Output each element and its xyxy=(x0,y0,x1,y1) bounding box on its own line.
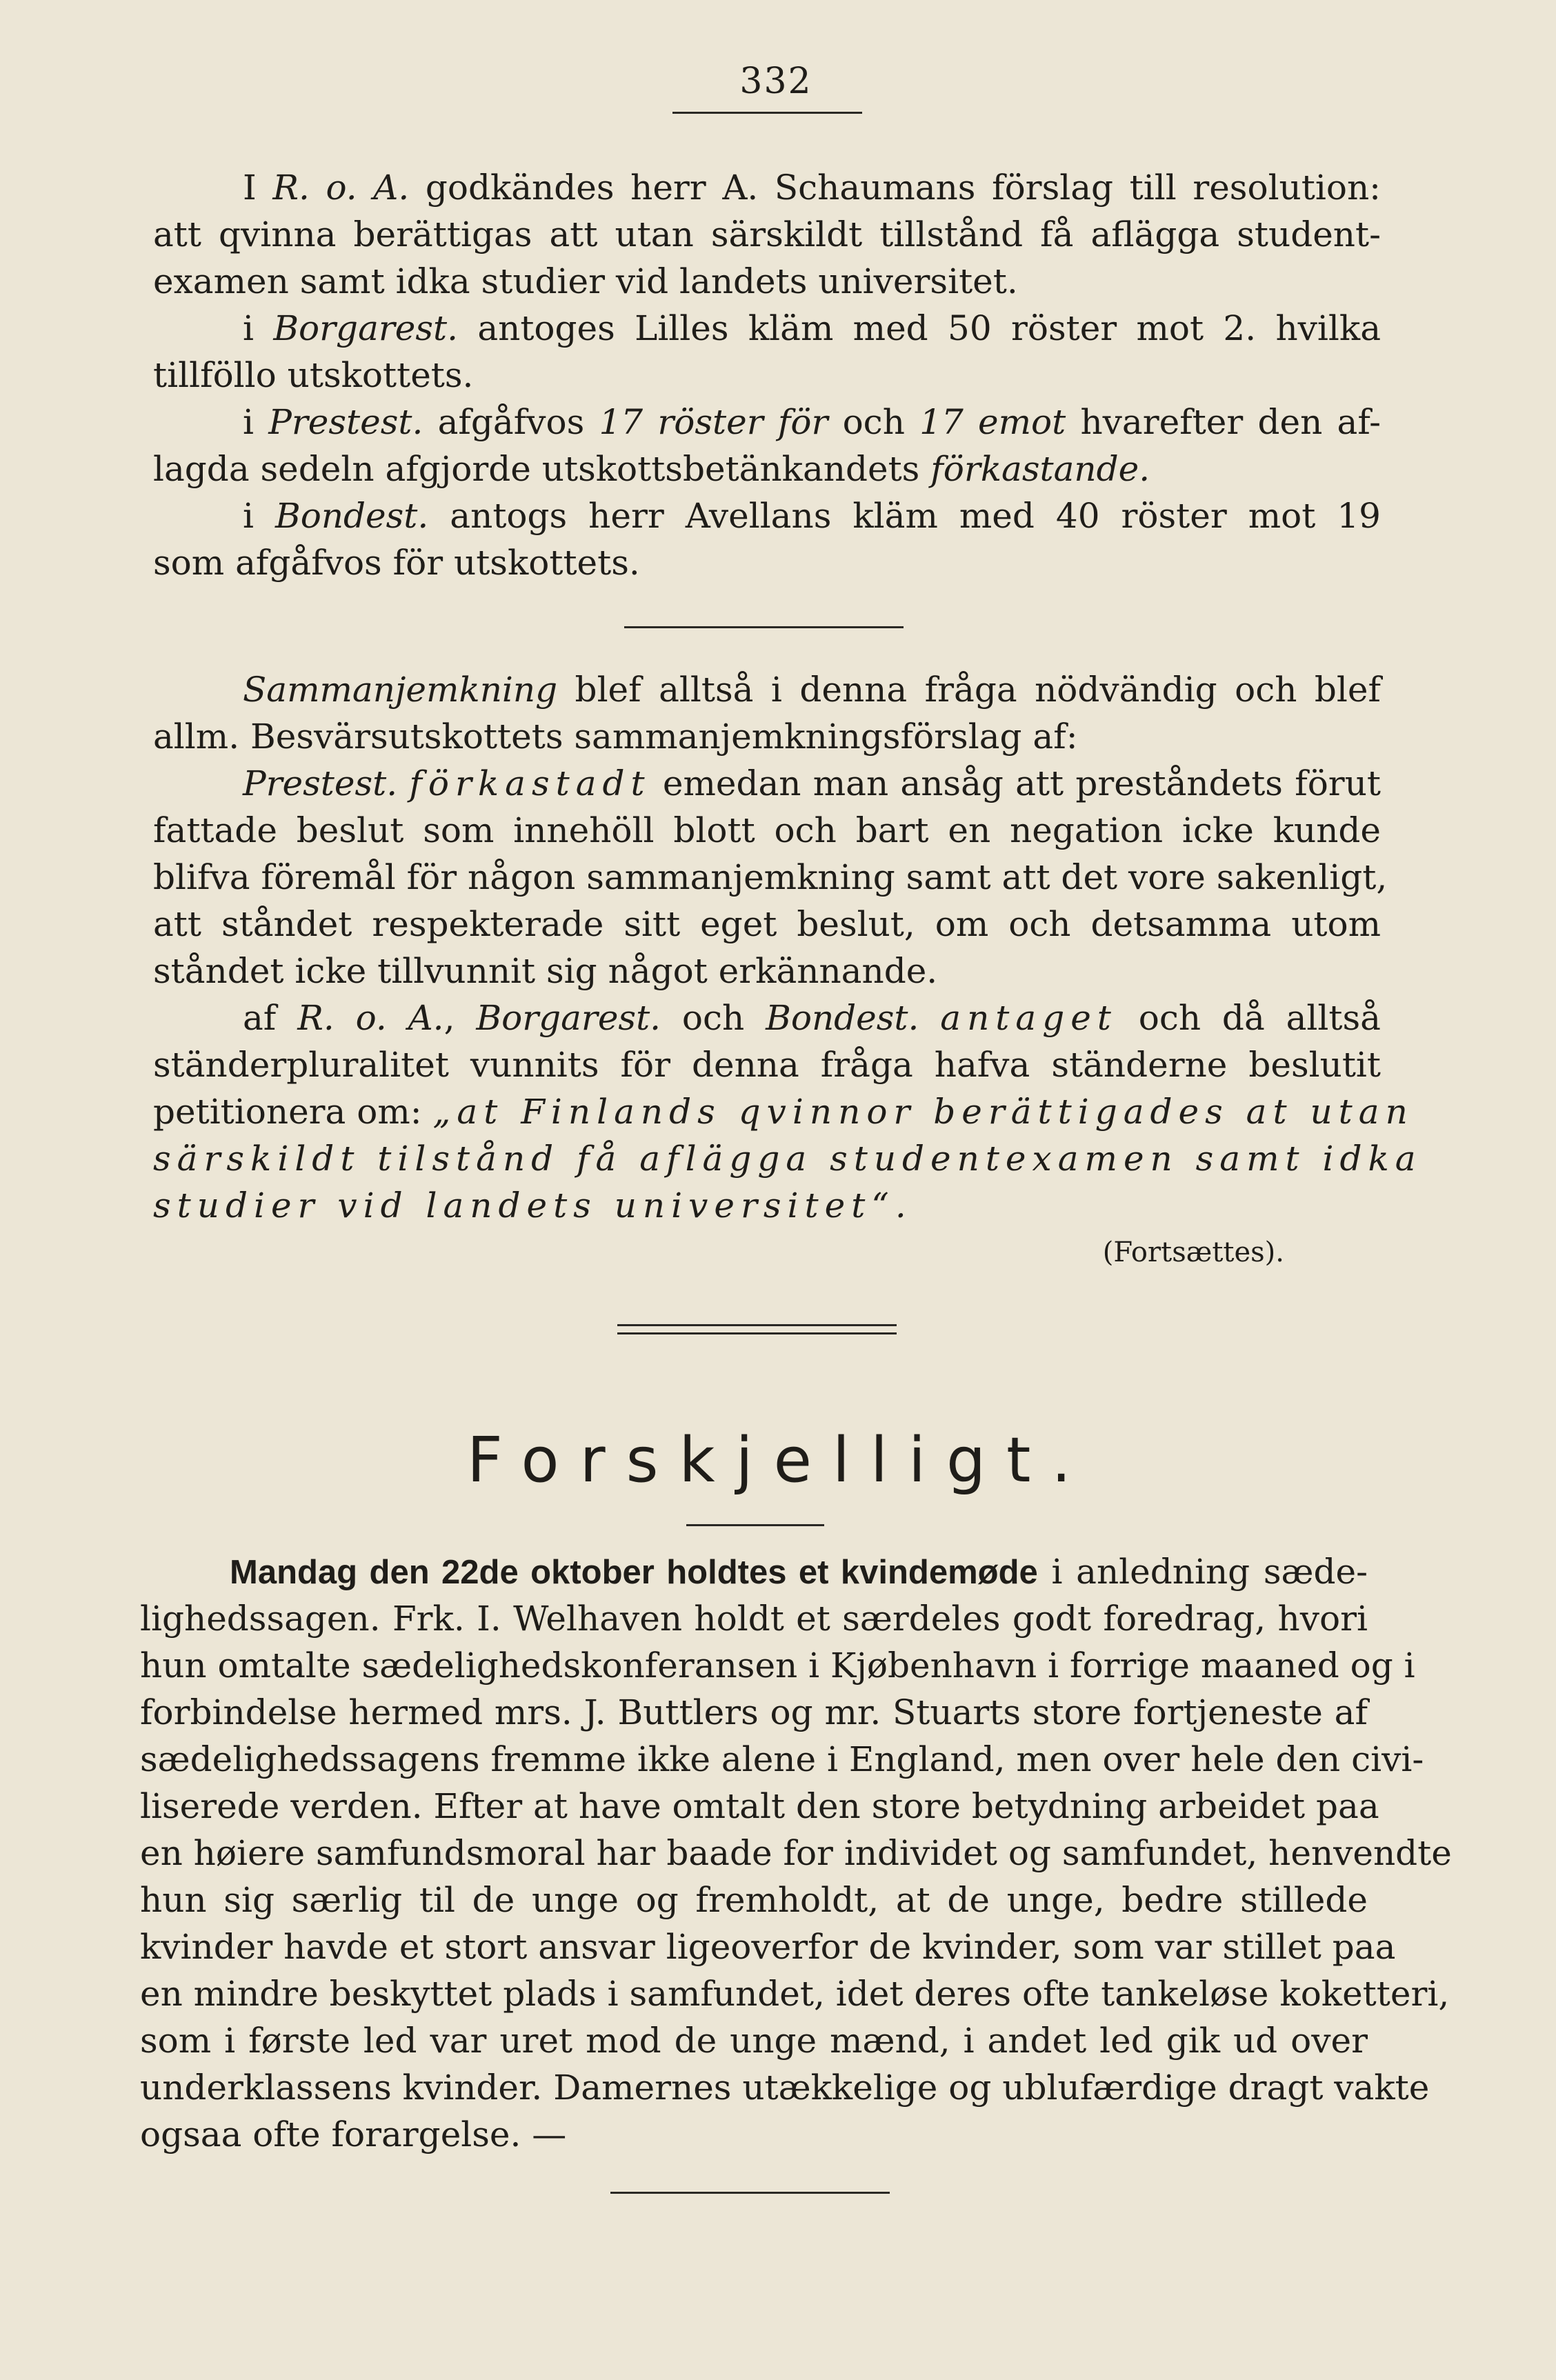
continued-note: (Fortsættes). xyxy=(1102,1237,1284,1268)
text-line: sædelighedssagens fremme ikke alene i England, men over hele den civi- xyxy=(140,1739,1424,1779)
text-line: underklassens kvinder. Damernes utækkelige og ublufærdige dragt vakte xyxy=(140,2068,1430,2108)
text-line: examen samt idka studier vid landets universitet. xyxy=(153,261,1018,301)
section-resolution xyxy=(153,164,1381,586)
text-line: att qvinna berättigas att utan särskildt tillstånd få aflägga student- xyxy=(153,214,1381,254)
text-line: forbindelse hermed mrs. J. Buttlers og mr. Stuarts store fortjeneste af xyxy=(140,1692,1368,1732)
text-line: hun sig særlig til de unge og fremholdt, at de unge, bedre stillede xyxy=(140,1880,1368,1920)
text-line: i Prestest. afgåfvos 17 röster för och 17 emot hvarefter den af- xyxy=(243,402,1381,442)
text-line: Mandag den 22de oktober holdtes et kvindemøde i anledning sæde- xyxy=(230,1552,1368,1592)
text-line: ständerpluralitet vunnits för denna fråga hafva ständerne beslutit xyxy=(153,1045,1381,1085)
section-divider xyxy=(624,626,904,628)
text-line: tillföllo utskottets. xyxy=(153,355,474,395)
text-line: Prestest. förkastadt emedan man ansåg att preståndets förut xyxy=(243,763,1381,803)
text-line: af R. o. A., Borgarest. och Bondest. antaget och då alltså xyxy=(243,998,1381,1038)
page-number-rule xyxy=(672,112,862,114)
heading-underline xyxy=(686,1524,824,1526)
text-line: som i første led var uret mod de unge mænd, i andet led gik ud over xyxy=(140,2021,1368,2061)
section-sammanjemkning xyxy=(153,666,1422,1276)
text-line: I R. o. A. godkändes herr A. Schaumans förslag till resolution: xyxy=(243,168,1381,208)
page-number: 332 xyxy=(739,61,812,102)
text-line: lighedssagen. Frk. I. Welhaven holdt et særdeles godt foredrag, hvori xyxy=(140,1599,1368,1639)
text-line: petitionera om: „at Finlands qvinnor berättigades at utan xyxy=(153,1092,1414,1132)
section-kvindemode xyxy=(140,1548,1452,2158)
text-line: en mindre beskyttet plads i samfundet, idet deres ofte tankeløse koketteri, xyxy=(140,1974,1450,2014)
text-line: blifva föremål för någon sammanjemkning samt att det vore sakenligt, xyxy=(153,857,1388,897)
text-line: ogsaa ofte forargelse. — xyxy=(140,2114,567,2154)
double-rule-bottom xyxy=(617,1332,897,1334)
text-line: att ståndet respekterade sitt eget beslut, om och detsamma utom xyxy=(153,904,1381,944)
text-line: lagda sedeln afgjorde utskottsbetänkandets förkastande. xyxy=(153,449,1150,489)
text-line: i Borgarest. antoges Lilles kläm med 50 röster mot 2. hvilka xyxy=(243,308,1381,348)
double-rule-top xyxy=(617,1324,897,1326)
text-line: kvinder havde et stort ansvar ligeoverfor de kvinder, som var stillet paa xyxy=(140,1927,1396,1967)
text-line: i Bondest. antogs herr Avellans kläm med 40 röster mot 19 xyxy=(243,496,1381,536)
text-line: hun omtalte sædelighedskonferansen i Kjøbenhavn i forrige maaned og i xyxy=(140,1646,1415,1686)
text-line: särskildt tilstånd få aflägga studentexamen samt idka xyxy=(153,1139,1422,1179)
text-line: Sammanjemkning blef alltså i denna fråga nödvändig och blef xyxy=(243,670,1381,710)
section-heading: Forskjelligt. xyxy=(466,1424,1093,1497)
text-line: ståndet icke tillvunnit sig något erkännande. xyxy=(153,951,938,991)
text-line: fattade beslut som innehöll blott och bart en negation icke kunde xyxy=(153,810,1381,850)
text-line: som afgåfvos för utskottets. xyxy=(153,543,640,583)
text-line: studier vid landets universitet“. xyxy=(153,1186,912,1226)
text-line: allm. Besvärsutskottets sammanjemkningsförslag af: xyxy=(153,717,1078,757)
closing-rule xyxy=(610,2192,890,2194)
text-line: en høiere samfundsmoral har baade for individet og samfundet, henvendte xyxy=(140,1833,1452,1873)
text-line: liserede verden. Efter at have omtalt den store betydning arbeidet paa xyxy=(140,1786,1379,1826)
